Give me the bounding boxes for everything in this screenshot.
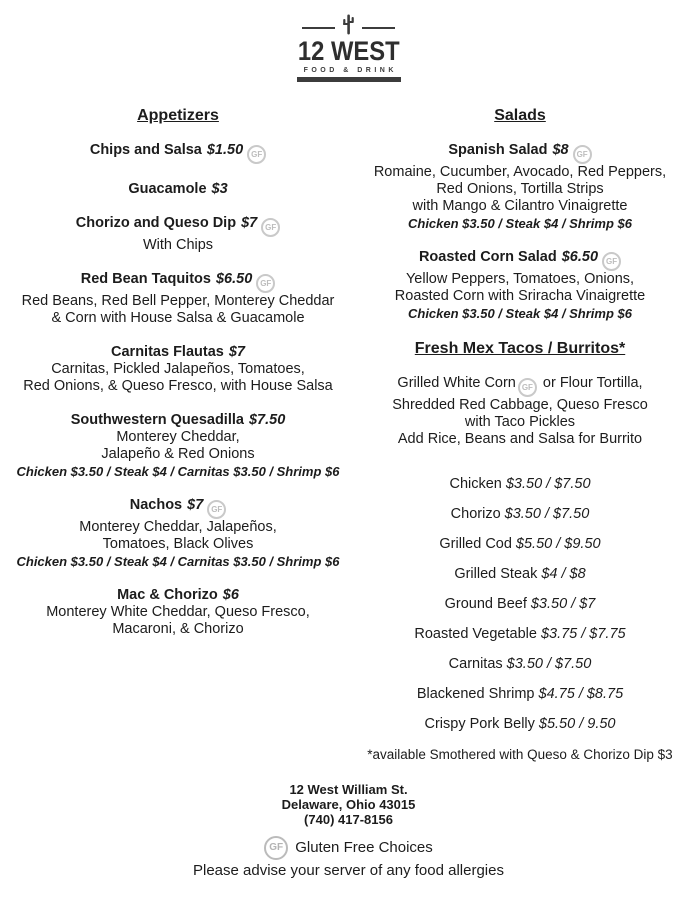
menu-item-spanish-salad [352,142,688,232]
logo-bottom-bar [297,77,401,82]
appetizers-column [10,106,346,655]
item-description: Monterey White Cheddar, Queso Fresco, [46,604,310,620]
item-line [352,249,688,271]
protein-price: $5.50 / $9.50 [515,536,601,552]
item-description: Carnitas, Pickled Jalapeños, Tomatoes, [51,361,305,377]
item-line [352,142,688,164]
menu-item-chips-and-salsa [10,142,346,164]
item-description: Romaine, Cucumber, Avocado, Red Peppers, [373,164,667,180]
item-price: $7 [241,215,258,231]
tacos-intro-line: Add Rice, Beans and Salsa for Burrito [397,431,643,447]
taco-protein-chorizo [352,506,688,523]
menu-item-southwestern-quesadilla [10,412,346,480]
gluten-free-icon: GF [602,252,621,271]
taco-protein-ground-beef [352,596,688,613]
logo-name: 12 WEST [297,36,400,66]
protein-price: $3.50 / $7 [530,596,596,612]
protein-name: Grilled Steak [454,566,538,582]
tacos-intro-text: Grilled White Corn [397,375,516,391]
item-name: Roasted Corn Salad [418,249,557,265]
protein-price: $5.50 / 9.50 [538,716,616,732]
item-description: Tomatoes, Black Olives [102,536,254,552]
salads-tacos-column [352,106,688,763]
item-description: Red Onions, Tortilla Strips [436,181,604,197]
menu-item-carnitas-flautas [10,344,346,395]
salads-title: Salads [494,107,546,124]
item-protein-options: Chicken $3.50 / Steak $4 / Shrimp $6 [407,216,632,231]
tacos-footnote: *available Smothered with Queso & Chorizo Dip $3 [367,747,673,762]
logo-left-rule [302,27,335,29]
tacos-intro-line [352,375,688,397]
gluten-free-icon: GF [573,145,592,164]
item-line [10,271,346,293]
menu-item-roasted-corn-salad [352,249,688,322]
gluten-free-icon: GF [261,218,280,237]
cactus-icon [342,13,355,35]
item-name: Southwestern Quesadilla [70,412,244,428]
gluten-free-icon: GF [264,836,288,860]
item-name: Guacamole [128,181,207,197]
gluten-free-icon: GF [247,145,266,164]
item-protein-options: Chicken $3.50 / Steak $4 / Carnitas $3.50 / Shrimp $6 [16,464,340,479]
taco-protein-crispy-pork-belly [352,716,688,733]
item-description: & Corn with House Salsa & Guacamole [51,310,305,326]
protein-name: Blackened Shrimp [416,686,535,702]
protein-name: Chorizo [450,506,501,522]
item-line [10,344,346,361]
tacos-intro [352,375,688,448]
taco-protein-carnitas [352,656,688,673]
item-name: Carnitas Flautas [111,344,224,360]
menu-item-nachos [10,497,346,570]
item-line [10,142,346,164]
item-description: Red Beans, Red Bell Pepper, Monterey Cheddar [21,293,335,309]
footer [0,782,697,880]
item-price: $6.50 [561,249,599,265]
item-description: Macaroni, & Chorizo [112,621,244,637]
taco-protein-blackened-shrimp [352,686,688,703]
item-protein-options: Chicken $3.50 / Steak $4 / Carnitas $3.50 / Shrimp $6 [16,554,340,569]
logo-top-ornament [302,12,395,36]
item-description: with Mango & Cilantro Vinaigrette [412,198,628,214]
taco-protein-grilled-steak [352,566,688,583]
menu-item-guacamole [10,181,346,198]
protein-price: $3.75 / $7.75 [540,626,626,642]
tacos-intro-line: with Taco Pickles [464,414,576,430]
item-name: Chips and Salsa [89,142,202,158]
item-line [10,215,346,237]
item-description: Yellow Peppers, Tomatoes, Onions, [405,271,635,287]
gluten-free-text: Gluten Free Choices [295,839,433,856]
protein-price: $3.50 / $7.50 [506,656,592,672]
item-description: Jalapeño & Red Onions [101,446,255,462]
gluten-free-legend [0,836,697,860]
item-name: Chorizo and Queso Dip [75,215,237,231]
item-line [10,181,346,198]
item-price: $8 [552,142,569,158]
item-line [10,412,346,429]
protein-name: Ground Beef [444,596,527,612]
gluten-free-icon: GF [207,500,226,519]
menu-item-chorizo-queso-dip [10,215,346,254]
menu-item-mac-and-chorizo [10,587,346,638]
gluten-free-icon: GF [518,378,537,397]
item-name: Red Bean Taquitos [80,271,211,287]
tacos-intro-text: or Flour Tortilla, [538,375,643,391]
item-price: $7 [228,344,245,360]
item-price: $6.50 [215,271,253,287]
tacos-title: Fresh Mex Tacos / Burritos* [414,340,626,357]
item-description: Roasted Corn with Sriracha Vinaigrette [394,288,646,304]
appetizers-title: Appetizers [137,107,219,124]
logo-tagline: FOOD & DRINK [303,67,397,74]
restaurant-logo [0,12,697,82]
gluten-free-icon: GF [256,274,275,293]
tacos-intro-line: Shredded Red Cabbage, Queso Fresco [392,397,648,413]
item-name: Mac & Chorizo [117,587,218,603]
protein-price: $4 / $8 [541,566,586,582]
taco-protein-grilled-cod [352,536,688,553]
protein-price: $4.75 / $8.75 [538,686,624,702]
item-name: Spanish Salad [448,142,548,158]
protein-name: Chicken [449,476,502,492]
item-price: $3 [211,181,228,197]
menu-item-red-bean-taquitos [10,271,346,327]
phone-number: (740) 417-8156 [304,812,393,827]
protein-price: $3.50 / $7.50 [505,476,591,492]
item-description: With Chips [142,237,214,253]
item-price: $6 [222,587,239,603]
item-protein-options: Chicken $3.50 / Steak $4 / Shrimp $6 [407,306,632,321]
item-line [10,497,346,519]
taco-protein-chicken [352,476,688,493]
protein-name: Crispy Pork Belly [424,716,535,732]
item-price: $7.50 [248,412,286,428]
protein-name: Roasted Vegetable [414,626,537,642]
protein-name: Carnitas [448,656,503,672]
logo-right-rule [362,27,395,29]
taco-protein-roasted-vegetable [352,626,688,643]
item-name: Nachos [129,497,183,513]
item-description: Red Onions, & Queso Fresco, with House Salsa [23,378,333,394]
allergy-notice: Please advise your server of any food allergies [192,862,504,879]
item-price: $7 [187,497,204,513]
address-line: Delaware, Ohio 43015 [281,797,416,812]
item-description: Monterey Cheddar, [116,429,240,445]
item-line [10,587,346,604]
item-price: $1.50 [206,142,244,158]
address-line: 12 West William St. [289,782,408,797]
protein-name: Grilled Cod [439,536,512,552]
protein-price: $3.50 / $7.50 [504,506,590,522]
item-description: Monterey Cheddar, Jalapeños, [79,519,277,535]
